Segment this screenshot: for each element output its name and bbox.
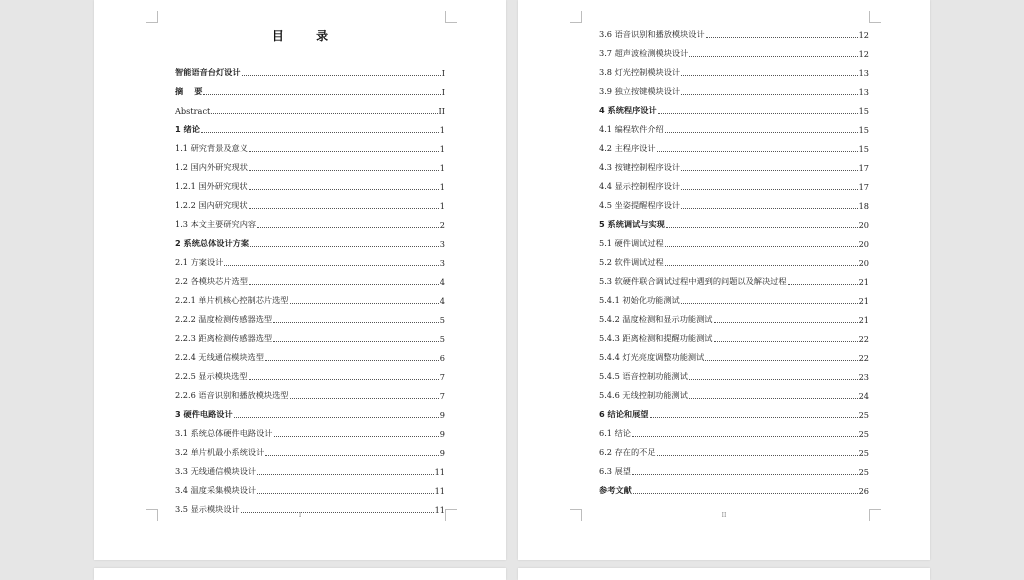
toc-entry[interactable] <box>175 477 445 496</box>
toc-entry-page: I <box>441 68 445 78</box>
toc-leader-dots <box>657 455 858 456</box>
toc-entry-page: 15 <box>858 144 869 154</box>
toc-entry[interactable] <box>599 59 869 78</box>
toc-entry[interactable] <box>175 173 445 192</box>
toc-entry-title: 智能语音台灯设计 <box>175 67 241 77</box>
toc-entry-page: 1 <box>439 163 445 173</box>
document-page-3-edge <box>94 568 506 580</box>
toc-leader-dots <box>665 132 858 133</box>
margin-mark-top-left <box>570 11 582 23</box>
toc-entry-title: 4.3 按键控制程序设计 <box>599 162 681 172</box>
toc-leader-dots <box>224 265 438 266</box>
toc-entry-page: 17 <box>858 182 869 192</box>
toc-entry[interactable] <box>599 401 869 420</box>
toc-entry[interactable] <box>175 306 445 325</box>
toc-entry-page: 1 <box>439 144 445 154</box>
toc-entry[interactable] <box>175 458 445 477</box>
toc-leader-dots <box>689 56 857 57</box>
toc-entry[interactable] <box>175 78 445 97</box>
toc-leader-dots <box>203 94 440 95</box>
toc-entry[interactable] <box>599 249 869 268</box>
toc-entry-title: 5.2 软件调试过程 <box>599 257 664 267</box>
toc-entry-title: 5.4.5 语音控制功能测试 <box>599 371 688 381</box>
toc-entry-title: 5.1 硬件调试过程 <box>599 238 664 248</box>
toc-leader-dots <box>249 379 439 380</box>
toc-entry[interactable] <box>599 382 869 401</box>
toc-leader-dots <box>681 170 857 171</box>
toc-entry[interactable] <box>175 420 445 439</box>
toc-entry-page: 18 <box>858 201 869 211</box>
toc-entry-title: 6.1 结论 <box>599 428 631 438</box>
toc-entry[interactable] <box>599 325 869 344</box>
toc-entry-page: 13 <box>858 87 869 97</box>
toc-leader-dots <box>665 265 858 266</box>
toc-entry-title: 3.7 超声波检测模块设计 <box>599 48 689 58</box>
toc-entry-title: Abstract <box>175 106 211 116</box>
toc-entry-page: 9 <box>439 410 445 420</box>
toc-entry-page: 15 <box>858 106 869 116</box>
toc-entry[interactable] <box>599 439 869 458</box>
toc-entry[interactable] <box>599 78 869 97</box>
toc-entry[interactable] <box>599 344 869 363</box>
toc-entry-page: 4 <box>439 296 445 306</box>
toc-entry-title: 5.4.2 温度检测和显示功能测试 <box>599 314 713 324</box>
toc-entry-page: 6 <box>439 353 445 363</box>
toc-leader-dots <box>257 227 439 228</box>
toc-entry[interactable] <box>599 21 869 40</box>
toc-entry-title: 6 结论和展望 <box>599 409 649 419</box>
toc-leader-dots <box>705 360 857 361</box>
toc-entry-page: 9 <box>439 429 445 439</box>
toc-entry-title: 1.3 本文主要研究内容 <box>175 219 257 229</box>
toc-leader-dots <box>234 417 439 418</box>
toc-leader-dots <box>242 75 441 76</box>
toc-entry-page: 24 <box>858 391 869 401</box>
toc-entry-page: 9 <box>439 448 445 458</box>
toc-entry-page: 2 <box>439 220 445 230</box>
toc-entry[interactable] <box>175 325 445 344</box>
toc-entry[interactable] <box>599 420 869 439</box>
toc-leader-dots <box>257 493 433 494</box>
toc-leader-dots <box>681 94 857 95</box>
toc-entry-title: 5.4.4 灯光亮度调整功能测试 <box>599 352 705 362</box>
toc-entry-page: 12 <box>858 49 869 59</box>
toc-entry[interactable] <box>599 173 869 192</box>
toc-entry-page: 7 <box>439 372 445 382</box>
toc-entry-page: 20 <box>858 220 869 230</box>
toc-entry[interactable] <box>599 40 869 59</box>
toc-entry-page: 12 <box>858 30 869 40</box>
toc-entry-page: 7 <box>439 391 445 401</box>
toc-entry-title: 3.9 独立按键模块设计 <box>599 86 681 96</box>
toc-title: 目 录 <box>271 29 343 43</box>
toc-leader-dots <box>714 322 858 323</box>
toc-leader-dots <box>290 398 439 399</box>
toc-entry-title: 4.5 坐姿提醒程序设计 <box>599 200 681 210</box>
toc-entry[interactable] <box>175 192 445 211</box>
toc-entry-page: 25 <box>858 448 869 458</box>
page-number: II <box>721 512 727 519</box>
toc-leader-dots <box>249 151 439 152</box>
toc-leader-dots <box>250 246 439 247</box>
toc-entry-page: 5 <box>439 334 445 344</box>
toc-entry-title: 2.2.5 显示模块选型 <box>175 371 248 381</box>
toc-leader-dots <box>632 474 858 475</box>
toc-entry-title: 5.4.3 距离检测和提醒功能测试 <box>599 333 713 343</box>
toc-leader-dots <box>274 436 439 437</box>
toc-entry-page: 26 <box>858 486 869 496</box>
toc-entry[interactable] <box>175 382 445 401</box>
toc-entry[interactable] <box>599 154 869 173</box>
toc-entry-title: 3.1 系统总体硬件电路设计 <box>175 428 273 438</box>
toc-entry-page: 11 <box>434 467 445 477</box>
toc-entry[interactable] <box>175 59 445 78</box>
toc-entry-page: 17 <box>858 163 869 173</box>
toc-entry-page: 21 <box>858 315 869 325</box>
toc-entry-page: 11 <box>434 505 445 515</box>
toc-leader-dots <box>666 227 858 228</box>
toc-entry[interactable] <box>599 211 869 230</box>
toc-entry-title: 2 系统总体设计方案 <box>175 238 250 248</box>
toc-entry-title: 2.2.3 距离检测传感器选型 <box>175 333 273 343</box>
toc-entry-title: 3.5 显示模块设计 <box>175 504 240 514</box>
toc-leader-dots <box>257 474 433 475</box>
toc-entry[interactable] <box>175 135 445 154</box>
toc-leader-dots <box>714 341 858 342</box>
toc-entry-title: 6.2 存在的不足 <box>599 447 656 457</box>
toc-leader-dots <box>249 208 439 209</box>
toc-leader-dots <box>273 341 439 342</box>
toc-entry-title: 4.4 显示控制程序设计 <box>599 181 681 191</box>
toc-entry-title: 3.4 温度采集模块设计 <box>175 485 257 495</box>
toc-entry-title: 3 硬件电路设计 <box>175 409 233 419</box>
toc-entry-title: 摘 要 <box>175 86 203 96</box>
toc-entry-page: 21 <box>858 277 869 287</box>
toc-leader-dots <box>689 398 858 399</box>
toc-entry[interactable] <box>599 97 869 116</box>
toc-entry[interactable] <box>599 135 869 154</box>
toc-leader-dots <box>249 189 439 190</box>
toc-entry[interactable] <box>175 439 445 458</box>
toc-leader-dots <box>265 360 439 361</box>
toc-leader-dots <box>681 189 857 190</box>
toc-entry[interactable] <box>599 192 869 211</box>
toc-entry-title: 2.2.2 温度检测传感器选型 <box>175 314 273 324</box>
toc-leader-dots <box>665 246 858 247</box>
toc-entry[interactable] <box>175 287 445 306</box>
toc-entry[interactable] <box>175 268 445 287</box>
margin-mark-top-left <box>146 11 158 23</box>
toc-entry-title: 1 绪论 <box>175 124 200 134</box>
toc-entry-title: 1.2 国内外研究现状 <box>175 162 248 172</box>
toc-leader-dots <box>681 303 858 304</box>
toc-entry-page: 22 <box>858 353 869 363</box>
toc-entry-title: 2.2 各模块芯片选型 <box>175 276 248 286</box>
toc-entry-page: 13 <box>858 68 869 78</box>
toc-entry-title: 4.1 编程软件介绍 <box>599 124 664 134</box>
toc-entry[interactable] <box>599 230 869 249</box>
toc-entry-title: 3.6 语音识别和播放模块设计 <box>599 29 705 39</box>
toc-leader-dots <box>265 455 438 456</box>
toc-entry-title: 2.2.1 单片机核心控制芯片选型 <box>175 295 289 305</box>
toc-entry-title: 2.1 方案设计 <box>175 257 224 267</box>
toc-entry-title: 5.3 软硬件联合调试过程中遇到的问题以及解决过程 <box>599 276 787 286</box>
toc-entry-page: 1 <box>439 201 445 211</box>
toc-entry[interactable] <box>175 344 445 363</box>
toc-entry[interactable] <box>599 477 869 496</box>
toc-leader-dots <box>273 322 439 323</box>
toc-entry[interactable] <box>175 230 445 249</box>
toc-leader-dots <box>249 170 439 171</box>
toc-leader-dots <box>211 113 437 114</box>
document-page-4-edge <box>518 568 930 580</box>
toc-entry-title: 5.4.1 初始化功能测试 <box>599 295 680 305</box>
toc-entry-title: 参考文献 <box>599 485 632 495</box>
toc-entry-page: 11 <box>434 486 445 496</box>
toc-entry-title: 3.2 单片机最小系统设计 <box>175 447 265 457</box>
toc-list-page-1 <box>175 59 445 515</box>
toc-entry[interactable] <box>175 249 445 268</box>
toc-entry[interactable] <box>599 268 869 287</box>
toc-entry[interactable] <box>175 116 445 135</box>
toc-entry-title: 5 系统调试与实现 <box>599 219 665 229</box>
toc-leader-dots <box>249 284 439 285</box>
toc-leader-dots <box>290 303 439 304</box>
toc-leader-dots <box>788 284 858 285</box>
toc-entry-page: 25 <box>858 467 869 477</box>
toc-list-page-2 <box>599 21 869 496</box>
toc-leader-dots <box>650 417 858 418</box>
toc-entry[interactable] <box>175 154 445 173</box>
margin-mark-top-right <box>869 11 881 23</box>
toc-entry-title: 1.2.2 国内研究现状 <box>175 200 248 210</box>
document-page-2 <box>518 0 930 560</box>
toc-entry-title: 2.2.6 语音识别和播放模块选型 <box>175 390 289 400</box>
toc-entry[interactable] <box>599 363 869 382</box>
toc-entry-page: 15 <box>858 125 869 135</box>
toc-entry-page: 20 <box>858 239 869 249</box>
toc-entry-page: 25 <box>858 429 869 439</box>
toc-entry-page: 25 <box>858 410 869 420</box>
toc-entry[interactable] <box>599 116 869 135</box>
toc-entry-title: 1.2.1 国外研究现状 <box>175 181 248 191</box>
toc-entry-title: 1.1 研究背景及意义 <box>175 143 248 153</box>
toc-entry-title: 5.4.6 无线控制功能测试 <box>599 390 688 400</box>
toc-entry-page: 1 <box>439 125 445 135</box>
toc-entry-title: 6.3 展望 <box>599 466 631 476</box>
page-number: I <box>298 512 302 519</box>
toc-entry-title: 4 系统程序设计 <box>599 105 657 115</box>
toc-entry-title: 2.2.4 无线通信模块选型 <box>175 352 264 362</box>
toc-entry-page: II <box>438 106 445 116</box>
toc-entry-page: 21 <box>858 296 869 306</box>
toc-leader-dots <box>632 436 858 437</box>
toc-entry[interactable] <box>175 211 445 230</box>
toc-entry-page: 22 <box>858 334 869 344</box>
toc-leader-dots <box>681 208 857 209</box>
toc-entry-title: 3.3 无线通信模块设计 <box>175 466 257 476</box>
toc-entry[interactable] <box>599 306 869 325</box>
toc-entry-title: 3.8 灯光控制模块设计 <box>599 67 681 77</box>
toc-leader-dots <box>706 37 858 38</box>
toc-entry[interactable] <box>175 363 445 382</box>
toc-leader-dots <box>633 493 858 494</box>
toc-leader-dots <box>681 75 857 76</box>
toc-leader-dots <box>201 132 439 133</box>
toc-entry[interactable] <box>599 458 869 477</box>
toc-entry-title: 4.2 主程序设计 <box>599 143 656 153</box>
toc-entry-page: 23 <box>858 372 869 382</box>
toc-entry-page: 4 <box>439 277 445 287</box>
toc-entry[interactable] <box>175 97 445 116</box>
toc-entry-page: 3 <box>439 258 445 268</box>
toc-entry-page: I <box>441 87 445 97</box>
toc-entry-page: 5 <box>439 315 445 325</box>
toc-leader-dots <box>657 151 858 152</box>
document-page-1 <box>94 0 506 560</box>
margin-mark-top-right <box>445 11 457 23</box>
toc-entry-page: 20 <box>858 258 869 268</box>
toc-leader-dots <box>658 113 858 114</box>
toc-entry[interactable] <box>175 401 445 420</box>
toc-entry-page: 3 <box>439 239 445 249</box>
toc-entry[interactable] <box>599 287 869 306</box>
toc-leader-dots <box>689 379 858 380</box>
toc-entry-page: 1 <box>439 182 445 192</box>
